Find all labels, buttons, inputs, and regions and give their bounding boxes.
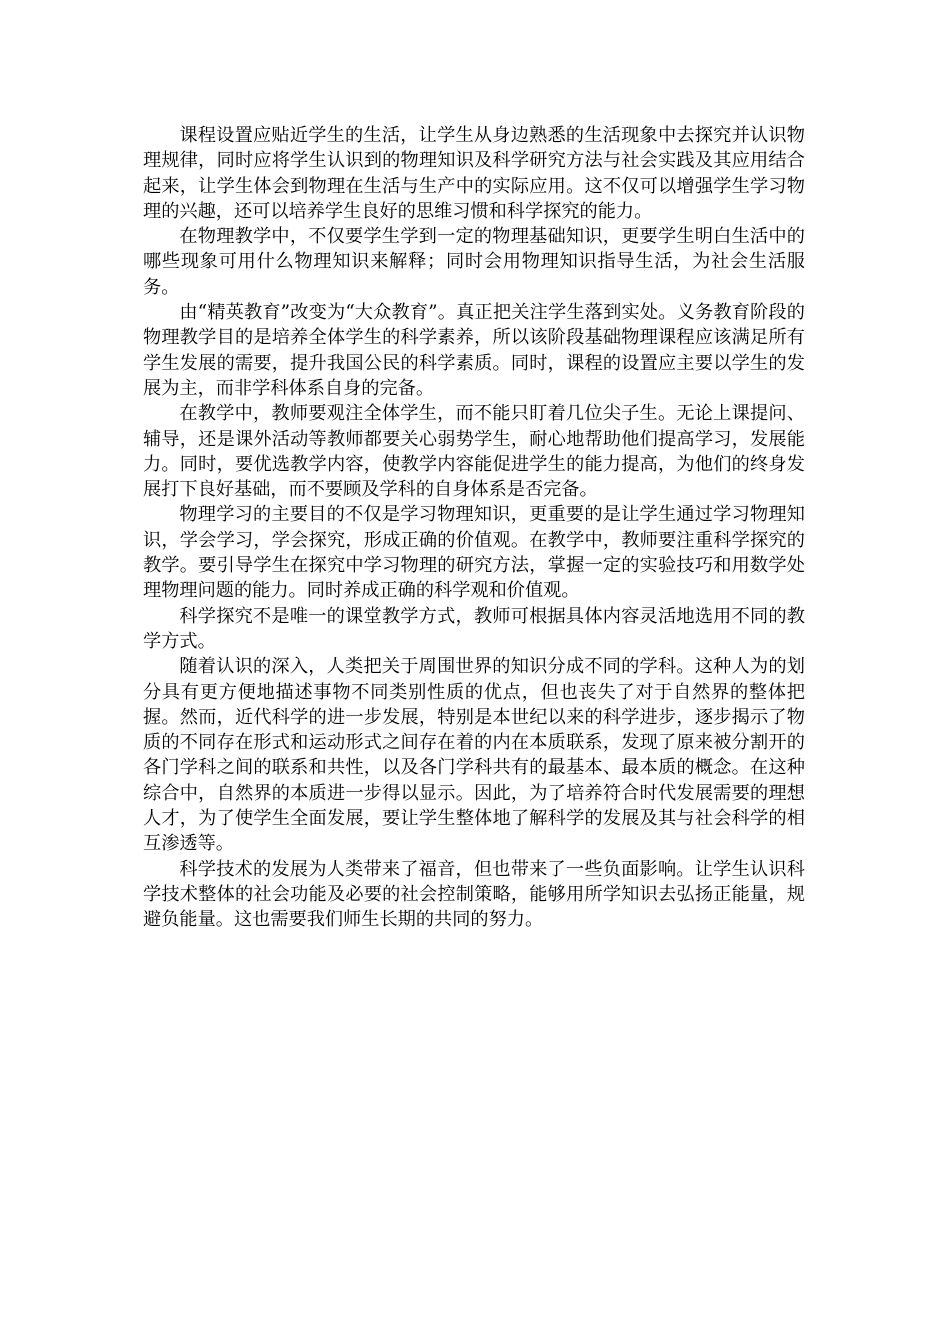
paragraph-6: 科学探究不是唯一的课堂教学方式，教师可根据具体内容灵活地选用不同的教学方式。 xyxy=(143,605,805,652)
paragraph-3: 由“精英教育”改变为“大众教育”。真正把关注学生落到实处。义务教育阶段的物理教学目的是培养全体学生的科学素养，所以该阶段基础物理课程应该满足所有学生发展的需要，提升我国公民的科学素质。同时，课程的设置应主要以学生的发展为主，而非学科体系自身的完备。 xyxy=(143,302,805,399)
document-body xyxy=(143,123,805,933)
paragraph-5: 物理学习的主要目的不仅是学习物理知识，更重要的是让学生通过学习物理知识，学会学习，学会探究，形成正确的价值观。在教学中，教师要注重科学探究的教学。要引导学生在探究中学习物理的研究方法，掌握一定的实验技巧和用数学处理物理问题的能力。同时养成正确的科学观和价值观。 xyxy=(143,504,805,602)
paragraph-4: 在教学中，教师要观注全体学生，而不能只盯着几位尖子生。无论上课提问、辅导，还是课外活动等教师都要关心弱势学生，耐心地帮助他们提高学习，发展能力。同时，要优选教学内容，使教学内容能促进学生的能力提高，为他们的终身发展打下良好基础，而不要顾及学科的自身体系是否完备。 xyxy=(143,403,805,501)
paragraph-7: 随着认识的深入，人类把关于周围世界的知识分成不同的学科。这种人为的划分具有更方便地描述事物不同类别性质的优点，但也丧失了对于自然界的整体把握。然而，近代科学的进一步发展，特别是本世纪以来的科学进步，逐步揭示了物质的不同存在形式和运动形式之间存在着的内在本质联系，发现了原来被分割开的各门学科之间的联系和共性，以及各门学科共有的最基本、最本质的概念。在这种综合中，自然界的本质进一步得以显示。因此，为了培养符合时代发展需要的理想人才，为了使学生全面发展，要让学生整体地了解科学的发展及其与社会科学的相互渗透等。 xyxy=(143,656,805,855)
paragraph-2: 在物理教学中，不仅要学生学到一定的物理基础知识，更要学生明白生活中的哪些现象可用什么物理知识来解释；同时会用物理知识指导生活，为社会生活服务。 xyxy=(143,226,805,298)
paragraph-1: 课程设置应贴近学生的生活，让学生从身边熟悉的生活现象中去探究并认识物理规律，同时应将学生认识到的物理知识及科学研究方法与社会实践及其应用结合起来，让学生体会到物理在生活与生产中的实际应用。这不仅可以增强学生学习物理的兴趣，还可以培养学生良好的思维习惯和科学探究的能力。 xyxy=(143,125,805,222)
paragraph-8: 科学技术的发展为人类带来了福音，但也带来了一些负面影响。让学生认识科学技术整体的社会功能及必要的社会控制策略，能够用所学知识去弘扬正能量，规避负能量。这也需要我们师生长期的共同的努力。 xyxy=(143,858,805,931)
